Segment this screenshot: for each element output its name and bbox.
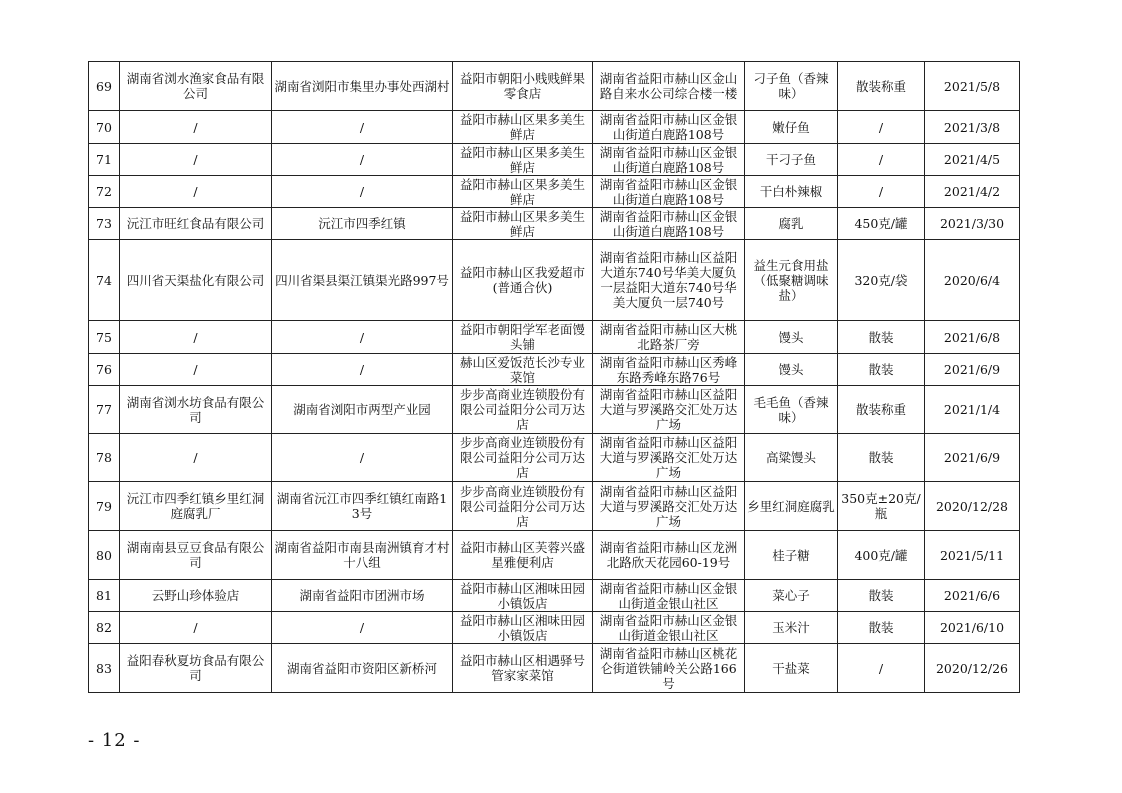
row-number-cell: 80: [89, 531, 120, 580]
seller-name-cell: 步步高商业连锁股份有限公司益阳分公司万达店: [453, 482, 593, 531]
table-row: [89, 580, 1020, 612]
producer-name-cell: /: [120, 354, 272, 386]
producer-address-cell: 四川省渠县渠江镇渠光路997号: [272, 240, 453, 321]
seller-name-cell: 益阳市赫山区相遇驿号管家家菜馆: [453, 644, 593, 693]
row-number-cell: 78: [89, 434, 120, 482]
producer-name-cell: 湖南省浏水渔家食品有限公司: [120, 62, 272, 111]
seller-name-cell: 益阳市赫山区芙蓉兴盛星雅便利店: [453, 531, 593, 580]
seller-name-cell: 步步高商业连锁股份有限公司益阳分公司万达店: [453, 386, 593, 434]
table-body: [89, 62, 1020, 693]
seller-name-cell: 益阳市赫山区湘味田园小镇饭店: [453, 580, 593, 612]
food-sampling-table: [88, 61, 1020, 693]
product-name-cell: 高粱馒头: [745, 434, 838, 482]
producer-name-cell: /: [120, 434, 272, 482]
producer-address-cell: /: [272, 321, 453, 354]
producer-name-cell: /: [120, 144, 272, 176]
producer-name-cell: 益阳春秋夏坊食品有限公司: [120, 644, 272, 693]
production-date-cell: 2020/12/28: [925, 482, 1020, 531]
product-name-cell: 桂子糖: [745, 531, 838, 580]
table-row: [89, 482, 1020, 531]
production-date-cell: 2021/4/5: [925, 144, 1020, 176]
production-date-cell: 2021/5/8: [925, 62, 1020, 111]
seller-address-cell: 湖南省益阳市赫山区金银山街道金银山社区: [593, 580, 745, 612]
row-number-cell: 72: [89, 176, 120, 208]
product-name-cell: 刁子鱼（香辣味）: [745, 62, 838, 111]
producer-name-cell: 沅江市四季红镇乡里红洞庭腐乳厂: [120, 482, 272, 531]
product-spec-cell: 320克/袋: [838, 240, 925, 321]
product-spec-cell: 400克/罐: [838, 531, 925, 580]
producer-name-cell: /: [120, 612, 272, 644]
row-number-cell: 77: [89, 386, 120, 434]
product-spec-cell: 散装称重: [838, 386, 925, 434]
table-row: [89, 208, 1020, 240]
production-date-cell: 2021/6/9: [925, 434, 1020, 482]
table-row: [89, 612, 1020, 644]
row-number-cell: 82: [89, 612, 120, 644]
seller-address-cell: 湖南省益阳市赫山区金山路自来水公司综合楼一楼: [593, 62, 745, 111]
row-number-cell: 76: [89, 354, 120, 386]
seller-name-cell: 益阳市赫山区果多美生鲜店: [453, 176, 593, 208]
product-name-cell: 乡里红洞庭腐乳: [745, 482, 838, 531]
seller-name-cell: 益阳市朝阳小贱贱鲜果零食店: [453, 62, 593, 111]
product-name-cell: 玉米汁: [745, 612, 838, 644]
row-number-cell: 75: [89, 321, 120, 354]
product-name-cell: 菜心子: [745, 580, 838, 612]
product-name-cell: 腐乳: [745, 208, 838, 240]
producer-address-cell: 湖南省益阳市南县南洲镇育才村十八组: [272, 531, 453, 580]
table-row: [89, 434, 1020, 482]
table-row: [89, 62, 1020, 111]
producer-address-cell: 湖南省浏阳市集里办事处西湖村: [272, 62, 453, 111]
seller-address-cell: 湖南省益阳市赫山区龙洲北路欣天花园60-19号: [593, 531, 745, 580]
row-number-cell: 73: [89, 208, 120, 240]
producer-address-cell: 湖南省益阳市资阳区新桥河: [272, 644, 453, 693]
seller-name-cell: 益阳市赫山区果多美生鲜店: [453, 111, 593, 144]
production-date-cell: 2021/6/8: [925, 321, 1020, 354]
table-row: [89, 321, 1020, 354]
producer-name-cell: /: [120, 111, 272, 144]
product-spec-cell: 450克/罐: [838, 208, 925, 240]
producer-address-cell: 湖南省沅江市四季红镇红南路13号: [272, 482, 453, 531]
seller-name-cell: 益阳市赫山区果多美生鲜店: [453, 208, 593, 240]
row-number-cell: 74: [89, 240, 120, 321]
row-number-cell: 79: [89, 482, 120, 531]
row-number-cell: 71: [89, 144, 120, 176]
seller-name-cell: 益阳市赫山区我爱超市(普通合伙): [453, 240, 593, 321]
table-row: [89, 176, 1020, 208]
producer-address-cell: 湖南省浏阳市两型产业园: [272, 386, 453, 434]
product-name-cell: 馒头: [745, 354, 838, 386]
product-name-cell: 毛毛鱼（香辣味）: [745, 386, 838, 434]
product-spec-cell: 350克±20克/瓶: [838, 482, 925, 531]
product-name-cell: 干盐菜: [745, 644, 838, 693]
production-date-cell: 2021/5/11: [925, 531, 1020, 580]
production-date-cell: 2021/4/2: [925, 176, 1020, 208]
product-name-cell: 益生元食用盐（低聚糖调味盐）: [745, 240, 838, 321]
seller-name-cell: 益阳市赫山区湘味田园小镇饭店: [453, 612, 593, 644]
production-date-cell: 2020/6/4: [925, 240, 1020, 321]
seller-address-cell: 湖南省益阳市赫山区金银山街道白鹿路108号: [593, 111, 745, 144]
row-number-cell: 81: [89, 580, 120, 612]
product-spec-cell: 散装: [838, 354, 925, 386]
producer-address-cell: /: [272, 144, 453, 176]
product-spec-cell: 散装: [838, 434, 925, 482]
product-spec-cell: /: [838, 111, 925, 144]
row-number-cell: 69: [89, 62, 120, 111]
producer-address-cell: 沅江市四季红镇: [272, 208, 453, 240]
seller-name-cell: 益阳市赫山区果多美生鲜店: [453, 144, 593, 176]
page-number: - 12 -: [88, 730, 141, 751]
table-row: [89, 111, 1020, 144]
seller-address-cell: 湖南省益阳市赫山区桃花仑街道铁铺岭关公路166号: [593, 644, 745, 693]
seller-address-cell: 湖南省益阳市赫山区金银山街道白鹿路108号: [593, 176, 745, 208]
seller-address-cell: 湖南省益阳市赫山区益阳大道与罗溪路交汇处万达广场: [593, 482, 745, 531]
seller-address-cell: 湖南省益阳市赫山区益阳大道东740号华美大厦负一层益阳大道东740号华美大厦负一层740号: [593, 240, 745, 321]
seller-name-cell: 赫山区爱饭范长沙专业菜馆: [453, 354, 593, 386]
producer-address-cell: /: [272, 434, 453, 482]
producer-address-cell: /: [272, 354, 453, 386]
producer-name-cell: /: [120, 321, 272, 354]
producer-address-cell: /: [272, 612, 453, 644]
table-row: [89, 354, 1020, 386]
product-spec-cell: 散装称重: [838, 62, 925, 111]
production-date-cell: 2021/6/6: [925, 580, 1020, 612]
producer-name-cell: 湖南省浏水坊食品有限公司: [120, 386, 272, 434]
producer-address-cell: /: [272, 111, 453, 144]
producer-address-cell: /: [272, 176, 453, 208]
table-row: [89, 386, 1020, 434]
row-number-cell: 70: [89, 111, 120, 144]
seller-name-cell: 益阳市朝阳学军老面馒头铺: [453, 321, 593, 354]
product-spec-cell: /: [838, 176, 925, 208]
product-name-cell: 嫩仔鱼: [745, 111, 838, 144]
producer-name-cell: 沅江市旺红食品有限公司: [120, 208, 272, 240]
producer-name-cell: /: [120, 176, 272, 208]
production-date-cell: 2021/6/9: [925, 354, 1020, 386]
product-spec-cell: 散装: [838, 321, 925, 354]
seller-address-cell: 湖南省益阳市赫山区金银山街道金银山社区: [593, 612, 745, 644]
table-row: [89, 531, 1020, 580]
table-row: [89, 644, 1020, 693]
table-row: [89, 240, 1020, 321]
production-date-cell: 2020/12/26: [925, 644, 1020, 693]
seller-address-cell: 湖南省益阳市赫山区益阳大道与罗溪路交汇处万达广场: [593, 434, 745, 482]
seller-name-cell: 步步高商业连锁股份有限公司益阳分公司万达店: [453, 434, 593, 482]
seller-address-cell: 湖南省益阳市赫山区大桃北路茶厂旁: [593, 321, 745, 354]
seller-address-cell: 湖南省益阳市赫山区金银山街道白鹿路108号: [593, 208, 745, 240]
producer-address-cell: 湖南省益阳市团洲市场: [272, 580, 453, 612]
production-date-cell: 2021/3/30: [925, 208, 1020, 240]
production-date-cell: 2021/1/4: [925, 386, 1020, 434]
product-name-cell: 干白朴辣椒: [745, 176, 838, 208]
producer-name-cell: 湖南南县豆豆食品有限公司: [120, 531, 272, 580]
product-spec-cell: 散装: [838, 580, 925, 612]
product-spec-cell: /: [838, 644, 925, 693]
row-number-cell: 83: [89, 644, 120, 693]
production-date-cell: 2021/3/8: [925, 111, 1020, 144]
seller-address-cell: 湖南省益阳市赫山区金银山街道白鹿路108号: [593, 144, 745, 176]
producer-name-cell: 云野山珍体验店: [120, 580, 272, 612]
product-spec-cell: /: [838, 144, 925, 176]
seller-address-cell: 湖南省益阳市赫山区秀峰东路秀峰东路76号: [593, 354, 745, 386]
production-date-cell: 2021/6/10: [925, 612, 1020, 644]
seller-address-cell: 湖南省益阳市赫山区益阳大道与罗溪路交汇处万达广场: [593, 386, 745, 434]
product-name-cell: 馒头: [745, 321, 838, 354]
table-row: [89, 144, 1020, 176]
product-spec-cell: 散装: [838, 612, 925, 644]
producer-name-cell: 四川省天渠盐化有限公司: [120, 240, 272, 321]
product-name-cell: 干刁子鱼: [745, 144, 838, 176]
